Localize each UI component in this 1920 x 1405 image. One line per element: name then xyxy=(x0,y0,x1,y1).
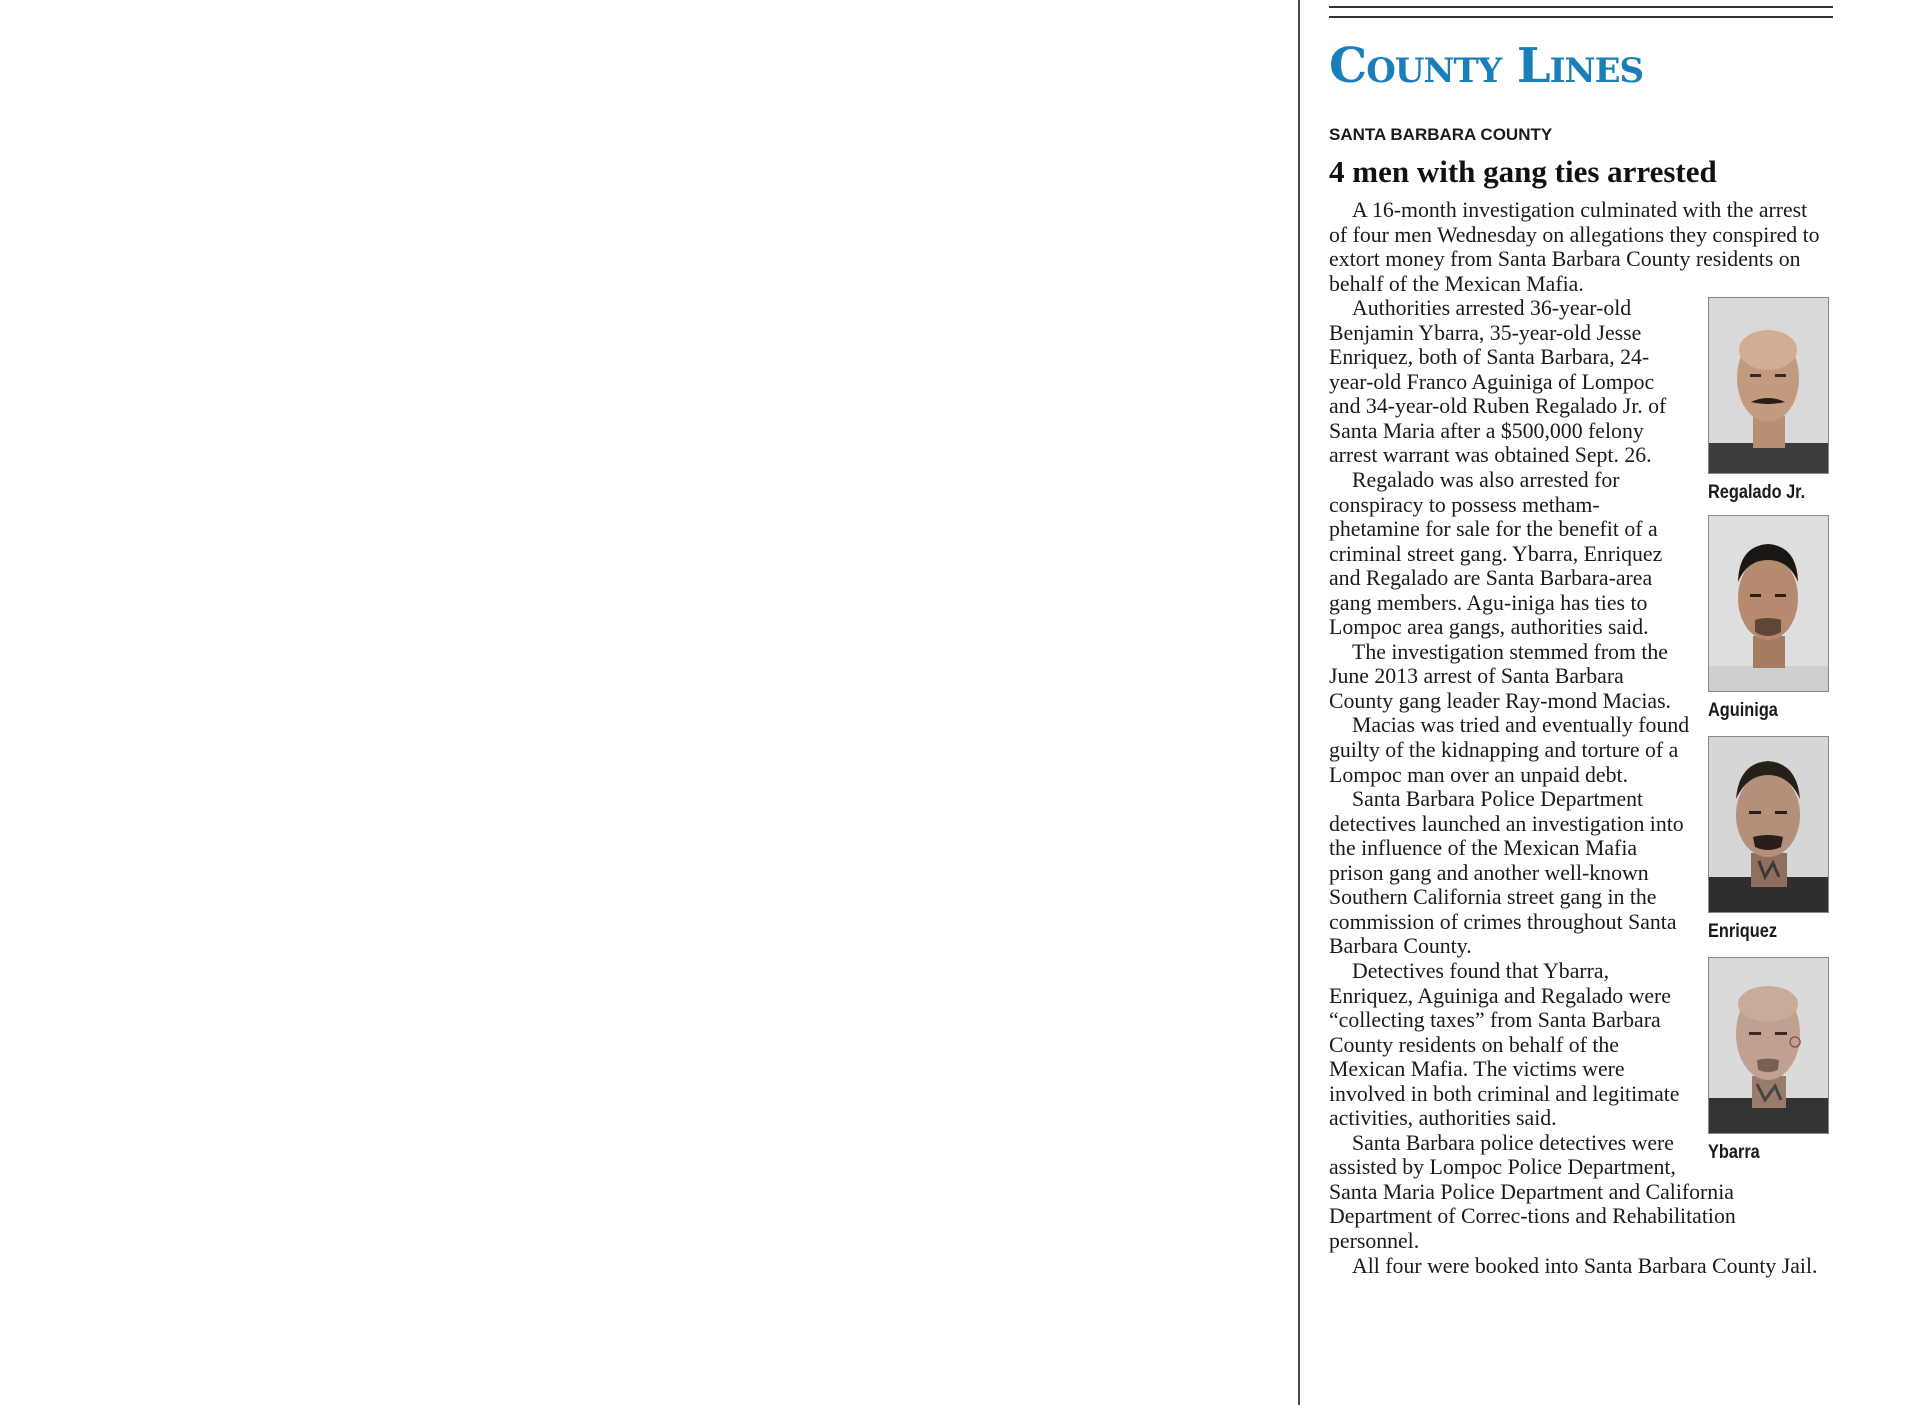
article-paragraph: Santa Barbara police detectives were assisted by Lompoc Police Department, Santa Maria Police Department and California Department of Correc-tions and Rehabilitation personnel. xyxy=(1329,1130,1736,1253)
column-divider xyxy=(1298,0,1300,1405)
mugshot-photo xyxy=(1708,736,1829,913)
top-double-rule xyxy=(1329,6,1833,18)
mugshot-ybarra-image xyxy=(1709,958,1828,1133)
mugshot-aguiniga xyxy=(1708,515,1829,722)
mugshot-column xyxy=(1708,297,1829,1164)
article-paragraph: Santa Barbara Police Department detectives launched an investigation into the influence of the Mexican Mafia prison gang and another well-known Southern California street gang in the commission of crimes throughout Santa Barbara County. xyxy=(1329,787,1684,959)
mugshot-caption: Aguiniga xyxy=(1708,700,1778,722)
article-paragraph: All four were booked into Santa Barbara County Jail. xyxy=(1352,1253,1818,1278)
mugshot-photo xyxy=(1708,515,1829,692)
mugshot-regalado xyxy=(1708,297,1829,504)
mugshot-caption: Enriquez xyxy=(1708,921,1778,943)
mugshot-aguiniga-image xyxy=(1709,516,1828,691)
article-paragraph: Authorities arrested 36-year-old Benjamin Ybarra, 35-year-old Jesse Enriquez, both of Santa Barbara, 24-year-old Franco Aguiniga of Lompoc and 34-year-old Ruben Regalado Jr. of Santa Maria after a $500,000 felony arrest warrant was obtained Sept. 26. xyxy=(1329,296,1667,468)
article-kicker: SANTA BARBARA COUNTY xyxy=(1329,125,1553,144)
mugshot-regalado-image xyxy=(1709,298,1828,473)
mugshot-enriquez xyxy=(1708,736,1829,943)
mugshot-photo xyxy=(1708,957,1829,1134)
article-paragraph: Detectives found that Ybarra, Enriquez, Aguiniga and Regalado were “collecting taxes” from Santa Barbara County residents on behalf of the Mexican Mafia. The victims were involved in both criminal and legitimate activities, authorities said. xyxy=(1329,958,1680,1131)
mugshot-caption: Regalado Jr. xyxy=(1708,482,1806,504)
article-paragraph: Macias was tried and eventually found guilty of the kidnapping and torture of a Lompoc man over an unpaid debt. xyxy=(1329,713,1690,787)
section-title: County Lines xyxy=(1329,38,1644,94)
mugshot-caption: Ybarra xyxy=(1708,1142,1760,1164)
article-body xyxy=(1329,198,1829,1278)
article-paragraph: Regalado was also arrested for conspiracy to possess metham-phetamine for sale for the benefit of a criminal street gang. Ybarra, Enriquez and Regalado are Santa Barbara-area gang members. Agu-iniga has ties to Lompoc area gangs, authorities said. xyxy=(1329,468,1663,640)
article-paragraph: The investigation stemmed from the June 2013 arrest of Santa Barbara County gang leader Ray-mond Macias. xyxy=(1329,639,1672,713)
mugshot-enriquez-image xyxy=(1709,737,1828,912)
article-headline: 4 men with gang ties arrested xyxy=(1329,154,1717,189)
mugshot-photo xyxy=(1708,297,1829,474)
mugshot-ybarra xyxy=(1708,957,1829,1164)
article-paragraph: A 16-month investigation culminated with the arrest of four men Wednesday on allegations they conspired to extort money from Santa Barbara County residents on behalf of the Mexican Mafia. xyxy=(1329,198,1820,296)
